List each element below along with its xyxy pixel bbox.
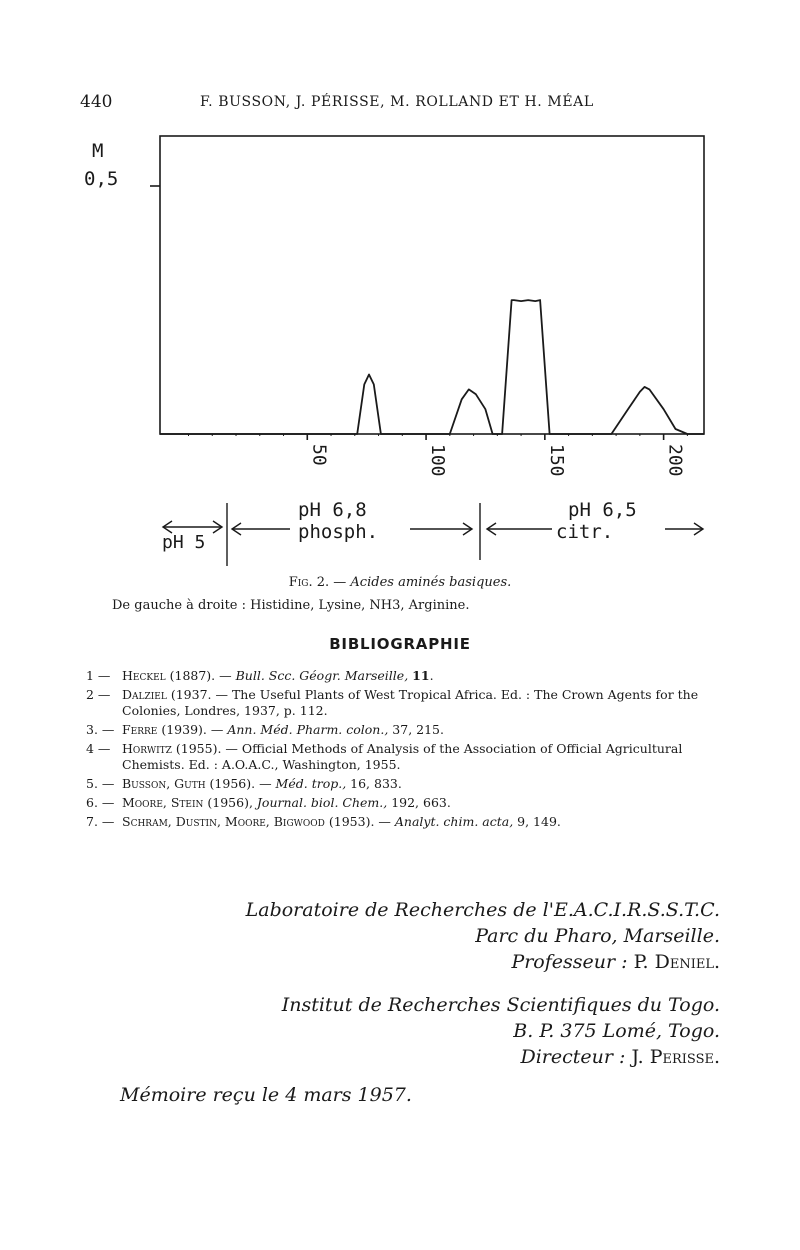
received-date: Mémoire reçu le 4 mars 1957. bbox=[120, 1084, 412, 1106]
reference-item bbox=[86, 722, 710, 738]
reference-item bbox=[86, 741, 710, 773]
ref-authors: Horwitz bbox=[122, 741, 172, 756]
ref-year: (1887). — bbox=[165, 668, 236, 683]
ref-journal: Ann. Méd. Pharm. colon., bbox=[227, 722, 389, 737]
institute-name: Institut de Recherches Scientifiques du Togo. bbox=[281, 994, 720, 1016]
bibliography-heading: BIBLIOGRAPHIE bbox=[329, 635, 471, 653]
lab-name: Laboratoire de Recherches de l'E.A.C.I.R.S.S.T.C. bbox=[245, 899, 720, 921]
figure-caption bbox=[0, 575, 800, 590]
x-tick-label: 50 bbox=[308, 444, 330, 466]
ref-number: 1 — bbox=[86, 668, 111, 683]
ref-number: 2 — bbox=[86, 687, 111, 702]
running-header-authors: F. BUSSON, J. PÉRISSE, M. ROLLAND ET H. MÉAL bbox=[200, 94, 594, 110]
ref-post: 192, 663. bbox=[387, 795, 451, 810]
page-number: 440 bbox=[80, 92, 113, 112]
reference-list bbox=[86, 668, 710, 833]
buffer-ph65-label: pH 6,5 bbox=[568, 499, 637, 521]
caption-label: Fig. 2. bbox=[288, 575, 330, 590]
y-axis-tick-label: 0,5 bbox=[84, 168, 119, 190]
reference-item bbox=[86, 814, 710, 830]
affiliation-laboratory bbox=[246, 897, 720, 975]
buffer-ph65-name: citr. bbox=[556, 521, 614, 543]
ref-year: (1953). — bbox=[324, 814, 395, 829]
figure-subcaption: De gauche à droite : Histidine, Lysine, NH3, Arginine. bbox=[112, 598, 470, 613]
caption-title: Acides aminés basiques. bbox=[350, 575, 512, 590]
ref-year: (1939). — bbox=[157, 722, 228, 737]
ref-journal: Analyt. chim. acta, bbox=[394, 814, 514, 829]
ref-authors: Ferre bbox=[122, 722, 158, 737]
buffer-ph68-name: phosph. bbox=[298, 521, 379, 543]
lab-address: Parc du Pharo, Marseille. bbox=[475, 925, 720, 947]
x-tick-label: 150 bbox=[545, 444, 567, 477]
ref-post: 16, 833. bbox=[346, 776, 402, 791]
x-tick-labels bbox=[308, 444, 685, 477]
ref-authors: Schram, Dustin, Moore, Bigwood bbox=[122, 814, 325, 829]
reference-item bbox=[86, 795, 710, 811]
reference-item bbox=[86, 687, 710, 719]
ref-post: 37, 215. bbox=[388, 722, 444, 737]
elution-curve bbox=[160, 300, 704, 434]
reference-item bbox=[86, 776, 710, 792]
ref-number: 3. — bbox=[86, 722, 115, 737]
institute-role: Directeur : bbox=[520, 1046, 632, 1068]
institute-address: B. P. 375 Lomé, Togo. bbox=[513, 1020, 720, 1042]
ref-authors: Heckel bbox=[122, 668, 166, 683]
caption-separator: — bbox=[329, 575, 351, 590]
x-tick-label: 200 bbox=[664, 444, 686, 477]
ref-year: (1956). — bbox=[205, 776, 276, 791]
institute-person: J. Perisse. bbox=[631, 1046, 720, 1068]
x-tick-label: 100 bbox=[427, 444, 449, 477]
plot-frame bbox=[160, 136, 704, 434]
ref-year: (1956), bbox=[203, 795, 257, 810]
ref-end: . bbox=[429, 668, 434, 683]
ref-authors: Busson, Guth bbox=[122, 776, 206, 791]
ref-authors: Dalziel bbox=[122, 687, 167, 702]
ref-text: (1937. — The Useful Plants of West Tropical Africa. Ed. : The Crown Agents for the Colonies, Londres, 1937, p. 112. bbox=[122, 687, 699, 718]
affiliation-institute bbox=[282, 992, 720, 1070]
ref-number: 4 — bbox=[86, 741, 111, 756]
lab-role: Professeur : bbox=[511, 951, 634, 973]
ref-number: 5. — bbox=[86, 776, 115, 791]
ref-journal: Bull. Scc. Géogr. Marseille, bbox=[235, 668, 409, 683]
buffer-ph68-label: pH 6,8 bbox=[298, 499, 367, 521]
reference-item bbox=[86, 668, 710, 684]
lab-person: P. Deniel. bbox=[633, 951, 720, 973]
chromatogram-figure bbox=[0, 0, 800, 580]
ref-journal: Journal. biol. Chem., bbox=[256, 795, 388, 810]
ref-journal: Méd. trop., bbox=[275, 776, 347, 791]
ref-post: 9, 149. bbox=[513, 814, 561, 829]
y-axis-unit: M bbox=[92, 140, 104, 162]
ref-authors: Moore, Stein bbox=[122, 795, 204, 810]
ref-text: (1955). — Official Methods of Analysis of the Association of Official Agricultural Chemists. Ed. : A.O.A.C., Washington, 1955. bbox=[122, 741, 683, 772]
buffer-ph5-label: pH 5 bbox=[162, 532, 206, 553]
ref-number: 7. — bbox=[86, 814, 115, 829]
ref-volume: 11 bbox=[412, 668, 430, 683]
ref-number: 6. — bbox=[86, 795, 115, 810]
